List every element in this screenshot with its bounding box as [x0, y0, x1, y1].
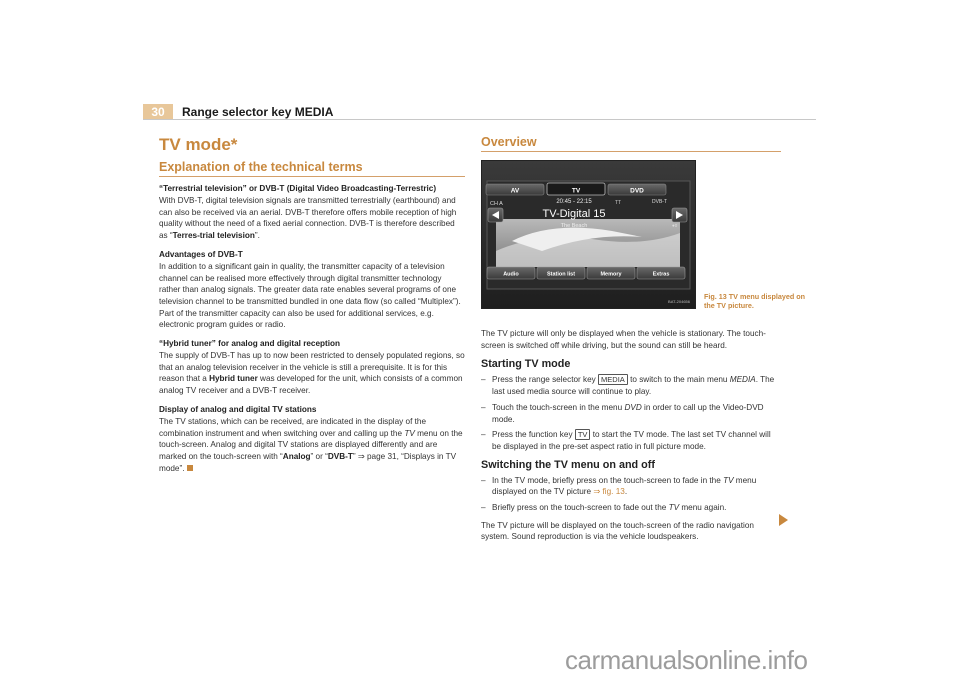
left-column — [159, 134, 465, 481]
status-label: ●0 — [672, 223, 678, 228]
station-list-button-label: Station list — [546, 271, 576, 278]
starting-tv-steps — [481, 374, 781, 452]
tt-label: TT — [615, 200, 622, 206]
extras-button-label: Extras — [652, 271, 670, 278]
audio-button-label: Audio — [503, 271, 519, 278]
section-title: Explanation of the technical terms — [159, 160, 363, 174]
time-range: 20:45 - 22:15 — [556, 199, 592, 205]
list-item: – Briefly press on the touch-screen to fade out the TV menu again. — [481, 503, 727, 513]
block-heading-terrestrial: “Terrestrial television” or DVB-T (Digital Video Broadcasting-Terrestric) — [159, 184, 437, 193]
closing-text: The TV picture will be displayed on the touch-screen of the radio navigation system. Sound reproduction is via the vehicle loudspeakers. — [481, 520, 754, 542]
block-text-terrestrial: With DVB-T, digital television signals are transmitted terrestrially (earthbound) and can also be received via an aerial. DVB-T therefore offers mobile reception of high quality without the need of a fixed aerial connection. DVB-T is therefore described as “Terres-trial television”. — [159, 196, 457, 241]
right-column — [481, 134, 806, 550]
block-text-display: The TV stations, which can be received, are indicated in the display of the combination instrument and when switching over and calling up the TV menu on the touch-screen. Analog and digital TV stations are displayed differently and are marked on the touch-screen with “Analog” or “DVB-T” ⇒ page 31, “Displays in TV mode”. — [159, 416, 463, 473]
list-item: – Press the range selector key MEDIA to switch to the main menu MEDIA. The last used media source will continue to play. — [481, 375, 775, 397]
tab-av-label: AV — [510, 187, 520, 195]
list-item: – In the TV mode, briefly press on the touch-screen to fade in the TV menu displayed on the TV picture ⇒ fig. 13. — [481, 475, 757, 497]
memory-button-label: Memory — [600, 271, 622, 278]
section-end-marker — [187, 465, 193, 471]
media-key: MEDIA — [598, 374, 628, 385]
program-name: The Beach — [560, 223, 588, 229]
switching-menu-title: Switching the TV menu on and off — [481, 458, 655, 471]
section-divider — [159, 176, 465, 177]
tv-key: TV — [575, 429, 591, 440]
overview-title: Overview — [481, 135, 537, 149]
station-name: TV-Digital 15 — [542, 208, 606, 220]
tab-tv-label: TV — [571, 187, 581, 195]
dvbt-label: DVB-T — [652, 199, 667, 205]
starting-tv-title: Starting TV mode — [481, 358, 571, 371]
running-header: Range selector key MEDIA — [182, 105, 334, 119]
figure-13 — [481, 160, 806, 310]
list-item: – Press the function key TV to start the TV mode. The last set TV channel will be displayed in the pre-set aspect ratio in full picture mode. — [481, 430, 771, 451]
tv-menu-screen — [481, 160, 696, 309]
figure-caption: Fig. 13 TV menu displayed on the TV picture. — [704, 292, 806, 310]
block-heading-advantages: Advantages of DVB-T — [159, 249, 243, 259]
tab-dvd-label: DVD — [630, 187, 644, 195]
block-text-advantages: In addition to a significant gain in quality, the transmitter capacity of a television channel can be realised more effectively through digital transmitter technology rather than analog signals. The greater data rate enables several programs of one television channel to be transmitted bundled in one data flow (so called “Multiplex”). Part of the transmitter capacity can also be used for additional services, e.g. electronic program guides or radio. — [159, 261, 461, 330]
header-divider — [143, 119, 816, 120]
figure-link[interactable]: ⇒ fig. 13 — [593, 487, 625, 497]
figure-code: BAT-204656 — [668, 299, 690, 304]
overview-intro: The TV picture will only be displayed when the vehicle is stationary. The touch-screen is switched off while driving, but the sound can still be heard. — [481, 329, 766, 350]
block-heading-hybrid: “Hybrid tuner” for analog and digital reception — [159, 339, 341, 349]
page-number: 30 — [143, 104, 173, 120]
list-item: – Touch the touch-screen in the menu DVD in order to call up the Video-DVD mode. — [481, 402, 764, 424]
channel-label: CH A — [490, 201, 503, 207]
watermark: carmanualsonline.info — [565, 645, 808, 675]
next-page-arrow-icon — [779, 514, 788, 526]
chapter-title: TV mode* — [159, 135, 238, 154]
block-text-hybrid: The supply of DVB-T has up to now been restricted to densely populated regions, so that an analog television receiver in the vehicle is still a prerequisite. It is for this reason that a Hybrid tuner was developed for the unit, which consists of a common analog TV receiver and a DVB-T receiver. — [159, 351, 465, 396]
switching-menu-steps — [481, 475, 781, 514]
block-heading-display: Display of analog and digital TV stations — [159, 404, 317, 414]
overview-divider — [481, 151, 781, 152]
